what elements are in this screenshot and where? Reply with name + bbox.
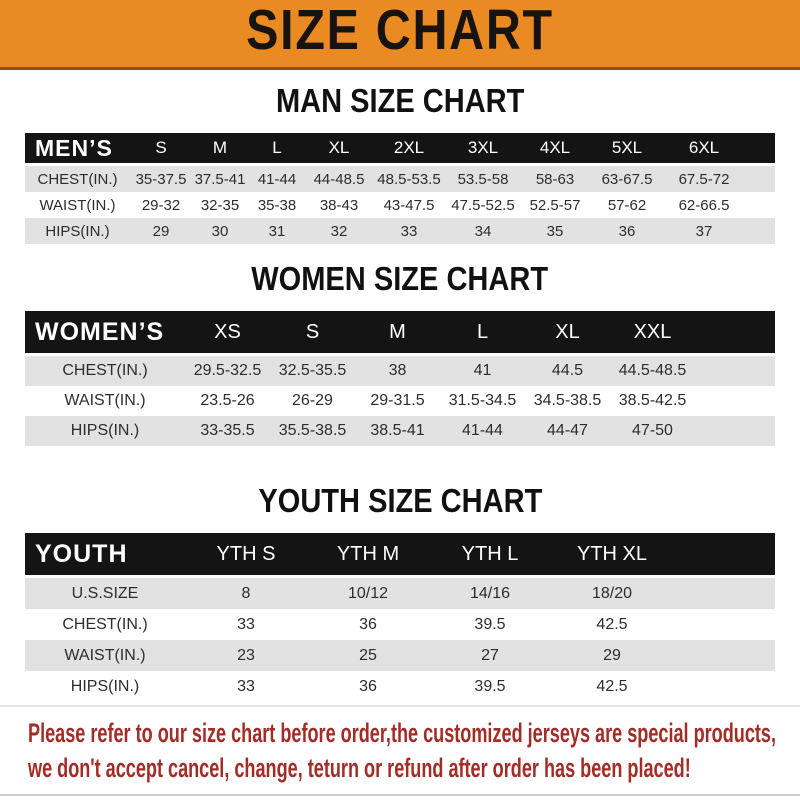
size-cell: 39.5 [429, 671, 551, 702]
size-column-header: XL [306, 133, 372, 166]
size-cell: 48.5-53.5 [372, 166, 446, 192]
footer-line-text: we don't accept cancel, change, teturn or refund after order has been placed! [28, 753, 691, 783]
size-column-header: YTH L [429, 533, 551, 578]
footer-line [28, 753, 772, 788]
size-column-header: L [440, 311, 525, 356]
row-label: HIPS(IN.) [25, 671, 185, 702]
size-cell: 37.5-41 [192, 166, 248, 192]
size-cell: 53.5-58 [446, 166, 520, 192]
table-row [25, 356, 775, 386]
women-size-chart-title [0, 259, 800, 299]
size-cell: 35.5-38.5 [270, 416, 355, 446]
table-row [25, 192, 775, 218]
size-cell: 42.5 [551, 671, 673, 702]
size-cell: 57-62 [590, 192, 664, 218]
banner [0, 0, 800, 70]
size-column-header: 6XL [664, 133, 744, 166]
spacer-cell [673, 533, 775, 578]
size-cell: 29-32 [130, 192, 192, 218]
spacer-cell [744, 133, 775, 166]
size-cell: 32 [306, 218, 372, 244]
size-cell: 41-44 [248, 166, 306, 192]
footer-line [28, 718, 777, 753]
spacer-cell [744, 166, 775, 192]
size-cell: 36 [590, 218, 664, 244]
row-label: CHEST(IN.) [25, 609, 185, 640]
size-column-header: S [270, 311, 355, 356]
table-row [25, 166, 775, 192]
size-cell: 38 [355, 356, 440, 386]
size-cell: 27 [429, 640, 551, 671]
size-column-header: YTH S [185, 533, 307, 578]
youth-size-chart-title [0, 481, 800, 521]
size-column-header: YTH XL [551, 533, 673, 578]
size-cell: 67.5-72 [664, 166, 744, 192]
size-cell: 8 [185, 578, 307, 609]
size-column-header: YTH M [307, 533, 429, 578]
size-column-header: XXL [610, 311, 695, 356]
youth-corner-header: YOUTH [25, 533, 185, 578]
size-cell: 37 [664, 218, 744, 244]
men-header-row [25, 133, 775, 166]
women-size-table [25, 311, 775, 446]
size-cell: 41 [440, 356, 525, 386]
size-cell: 33-35.5 [185, 416, 270, 446]
footer-line-text: Please refer to our size chart before order,the customized jerseys are special products, [28, 718, 777, 748]
spacer-cell [744, 192, 775, 218]
size-cell: 29 [130, 218, 192, 244]
page-title [219, 0, 581, 73]
size-cell: 34 [446, 218, 520, 244]
row-label: CHEST(IN.) [25, 356, 185, 386]
youth-size-table [25, 533, 775, 702]
size-cell: 33 [372, 218, 446, 244]
spacer-cell [695, 356, 775, 386]
size-column-header: M [192, 133, 248, 166]
size-cell: 42.5 [551, 609, 673, 640]
size-cell: 10/12 [307, 578, 429, 609]
size-cell: 39.5 [429, 609, 551, 640]
spacer-cell [744, 218, 775, 244]
spacer-cell [673, 671, 775, 702]
table-row [25, 671, 775, 702]
table-row [25, 386, 775, 416]
size-cell: 32.5-35.5 [270, 356, 355, 386]
size-cell: 36 [307, 671, 429, 702]
row-label: HIPS(IN.) [25, 218, 130, 244]
table-row [25, 578, 775, 609]
footer-note [0, 705, 800, 796]
size-cell: 18/20 [551, 578, 673, 609]
size-cell: 47.5-52.5 [446, 192, 520, 218]
size-column-header: 3XL [446, 133, 520, 166]
women-size-chart-title-text: WOMEN SIZE CHART [251, 260, 549, 297]
size-cell: 47-50 [610, 416, 695, 446]
table-row [25, 416, 775, 446]
size-cell: 63-67.5 [590, 166, 664, 192]
size-cell: 52.5-57 [520, 192, 590, 218]
size-cell: 44-48.5 [306, 166, 372, 192]
size-cell: 36 [307, 609, 429, 640]
size-column-header: 2XL [372, 133, 446, 166]
size-column-header: XS [185, 311, 270, 356]
spacer-cell [695, 416, 775, 446]
row-label: WAIST(IN.) [25, 640, 185, 671]
size-cell: 35-38 [248, 192, 306, 218]
size-cell: 31.5-34.5 [440, 386, 525, 416]
size-cell: 44.5-48.5 [610, 356, 695, 386]
size-cell: 29 [551, 640, 673, 671]
row-label: U.S.SIZE [25, 578, 185, 609]
man-size-chart-title-text: MAN SIZE CHART [275, 82, 525, 119]
spacer-cell [673, 609, 775, 640]
size-cell: 33 [185, 671, 307, 702]
row-label: WAIST(IN.) [25, 192, 130, 218]
size-cell: 30 [192, 218, 248, 244]
size-cell: 34.5-38.5 [525, 386, 610, 416]
men-size-table [25, 133, 775, 244]
size-cell: 23.5-26 [185, 386, 270, 416]
size-column-header: S [130, 133, 192, 166]
women-header-row [25, 311, 775, 356]
size-cell: 44-47 [525, 416, 610, 446]
table-row [25, 640, 775, 671]
size-cell: 62-66.5 [664, 192, 744, 218]
youth-header-row [25, 533, 775, 578]
row-label: HIPS(IN.) [25, 416, 185, 446]
size-cell: 38.5-42.5 [610, 386, 695, 416]
size-cell: 41-44 [440, 416, 525, 446]
size-cell: 14/16 [429, 578, 551, 609]
size-cell: 26-29 [270, 386, 355, 416]
women-corner-header: WOMEN’S [25, 311, 185, 356]
size-column-header: 5XL [590, 133, 664, 166]
size-cell: 33 [185, 609, 307, 640]
table-row [25, 609, 775, 640]
spacer-cell [695, 386, 775, 416]
size-cell: 23 [185, 640, 307, 671]
size-cell: 44.5 [525, 356, 610, 386]
size-cell: 29.5-32.5 [185, 356, 270, 386]
size-cell: 31 [248, 218, 306, 244]
page-title-text: SIZE CHART [246, 0, 554, 62]
size-cell: 38-43 [306, 192, 372, 218]
size-cell: 29-31.5 [355, 386, 440, 416]
spacer-cell [695, 311, 775, 356]
row-label: CHEST(IN.) [25, 166, 130, 192]
size-cell: 35-37.5 [130, 166, 192, 192]
size-column-header: XL [525, 311, 610, 356]
size-cell: 43-47.5 [372, 192, 446, 218]
size-column-header: L [248, 133, 306, 166]
row-label: WAIST(IN.) [25, 386, 185, 416]
size-column-header: 4XL [520, 133, 590, 166]
spacer-cell [673, 578, 775, 609]
size-cell: 58-63 [520, 166, 590, 192]
size-cell: 25 [307, 640, 429, 671]
size-column-header: M [355, 311, 440, 356]
spacer-cell [673, 640, 775, 671]
man-size-chart-title [0, 81, 800, 121]
youth-size-chart-title-text: YOUTH SIZE CHART [258, 482, 542, 519]
size-cell: 38.5-41 [355, 416, 440, 446]
men-corner-header: MEN’S [25, 133, 130, 166]
size-cell: 32-35 [192, 192, 248, 218]
table-row [25, 218, 775, 244]
size-cell: 35 [520, 218, 590, 244]
